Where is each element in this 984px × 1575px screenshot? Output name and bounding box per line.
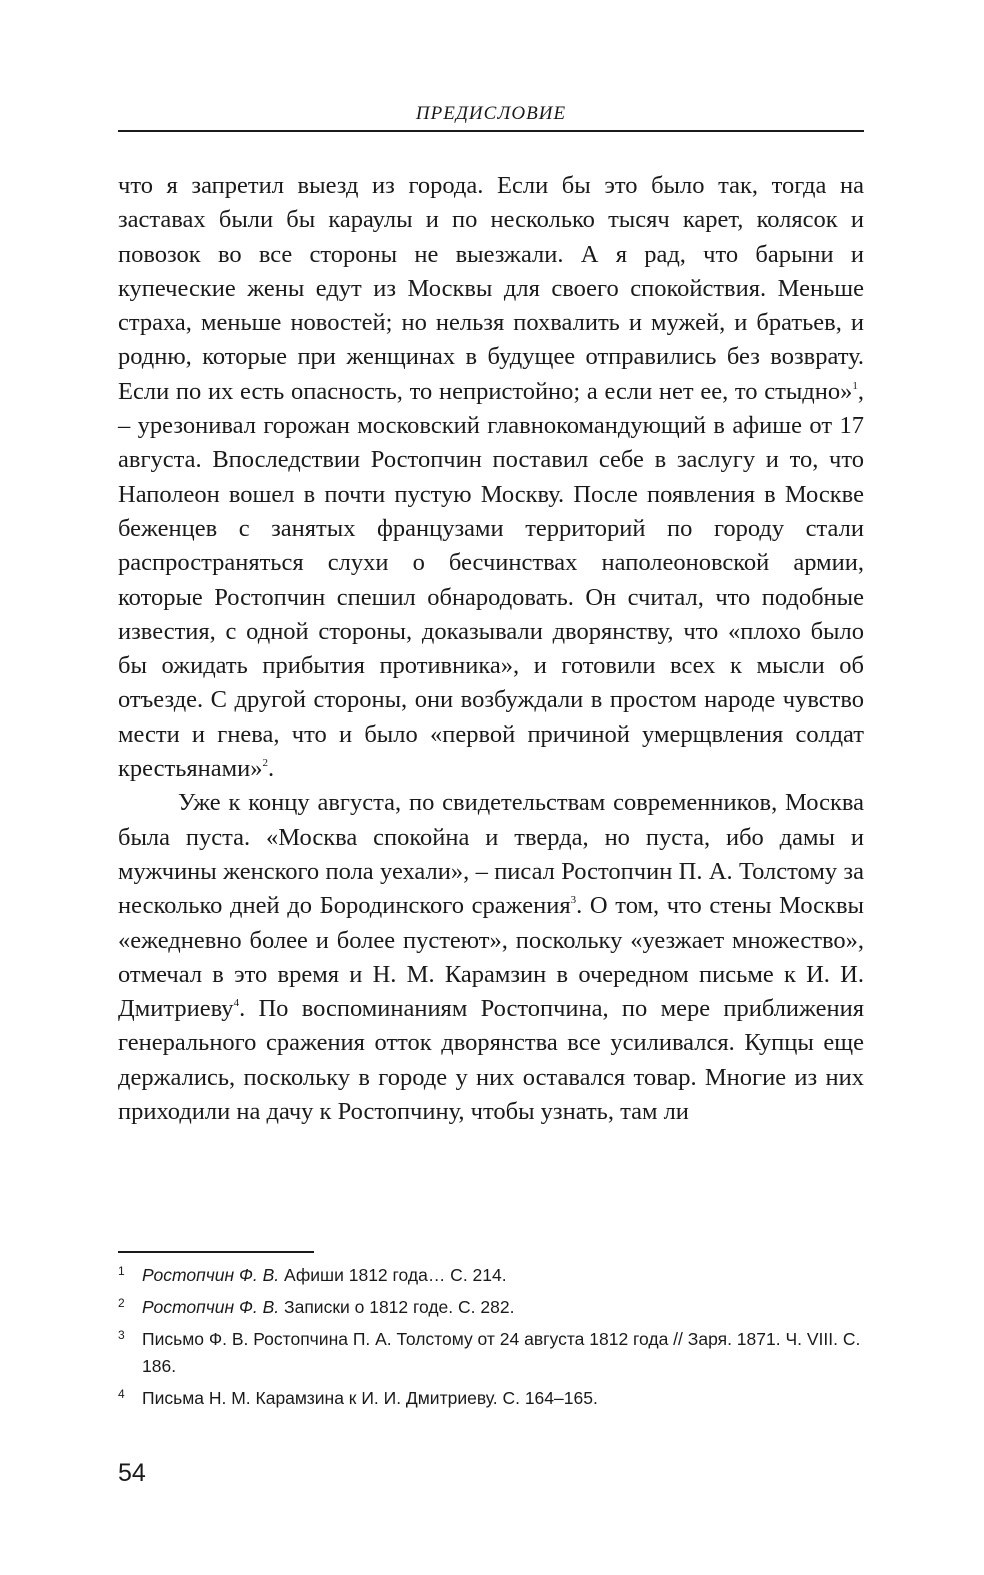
paragraph-1-text-cont: , – урезонивал горожан московский главнокомандующий в афише от 17 августа. Впоследствии Ростопчин поставил себе в заслугу и то, что Наполеон вошел в почти пустую Москву. После появления в Москве беженцев с занятых французами территорий по городу стали распространяться слухи о бесчинствах наполеоновской армии, которые Ростопчин спешил обнародовать. Он считал, что подобные известия, с одной стороны, доказывали дворянству, что «плохо было бы ожидать прибытия противника», и готовили всех к мысли об отъезде. С другой стороны, они возбуждали в простом народе чувство мести и гнева, что и было «первой причиной умерщвления солдат крестьянами» xyxy=(118,377,864,783)
paragraph-2 xyxy=(118,786,864,1129)
running-head xyxy=(118,100,864,132)
footnote-number: 2 xyxy=(118,1296,125,1310)
footnote-ref-3[interactable]: 3 xyxy=(570,894,577,907)
footnote-author: Ростопчин Ф. В. xyxy=(142,1297,280,1317)
footnote-2 xyxy=(118,1294,864,1321)
page-number: 54 xyxy=(118,1459,146,1487)
paragraph-1-end: . xyxy=(268,755,275,783)
footnote-3 xyxy=(118,1326,864,1380)
footnote-text: Письмо Ф. В. Ростопчина П. А. Толстому от 24 августа 1812 года // Заря. 1871. Ч. VIII. С. 186. xyxy=(142,1329,861,1376)
paragraph-2-text-end: . По воспоминаниям Ростопчина, по мере приближения генерального сражения отток дворянства все усиливался. Купцы еще держались, поскольку в городе у них оставался товар. Многие из них приходили на дачу к Ростопчину, чтобы узнать, там ли xyxy=(118,995,864,1126)
footnote-number: 3 xyxy=(118,1328,125,1342)
footnote-text: Записки о 1812 годе. С. 282. xyxy=(279,1297,515,1317)
paragraph-1 xyxy=(118,169,864,786)
footnote-4 xyxy=(118,1385,864,1412)
footnotes xyxy=(118,1262,864,1417)
footnote-text: Письма Н. М. Карамзина к И. И. Дмитриеву. С. 164–165. xyxy=(142,1388,598,1408)
footnote-ref-4[interactable]: 4 xyxy=(233,997,240,1010)
running-title: ПРЕДИСЛОВИЕ xyxy=(415,103,567,124)
paragraph-2-text: Уже к концу августа, по свидетельствам современников, Москва была пуста. «Москва спокойна и тверда, но пуста, ибо дамы и мужчины женского пола уехали», – писал Ростопчин П. А. Толстому за несколько дней до Бородинского сражения xyxy=(118,789,864,920)
footnote-number: 4 xyxy=(118,1387,125,1401)
footnote-text: Афиши 1812 года… С. 214. xyxy=(279,1265,507,1285)
footnote-author: Ростопчин Ф. В. xyxy=(142,1265,280,1285)
paragraph-1-text: что я запретил выезд из города. Если бы это было так, тогда на заставах были бы караулы и по несколько тысяч карет, колясок и повозок во все стороны не выезжали. А я рад, что барыни и купеческие жены едут из Москвы для своего спокойствия. Меньше страха, меньше новостей; но нельзя похвалить и мужей, и братьев, и родню, которые при женщинах в будущее отправились без возврату. Если по их есть опасность, то непристойно; а если нет ее, то стыдно» xyxy=(118,172,864,405)
paragraph-2-text-cont: . О том, что стены Москвы «ежедневно более и более пустеют», поскольку «уезжает множество», отмечал в это время и Н. М. Карамзин в очередном письме к И. И. Дмитриеву xyxy=(118,892,864,1023)
footnote-number: 1 xyxy=(118,1264,125,1278)
footnote-ref-2[interactable]: 2 xyxy=(262,757,269,770)
main-text xyxy=(118,169,864,1129)
footnote-1 xyxy=(118,1262,864,1289)
footnote-divider xyxy=(118,1251,314,1253)
footnote-ref-1[interactable]: 1 xyxy=(852,379,858,392)
